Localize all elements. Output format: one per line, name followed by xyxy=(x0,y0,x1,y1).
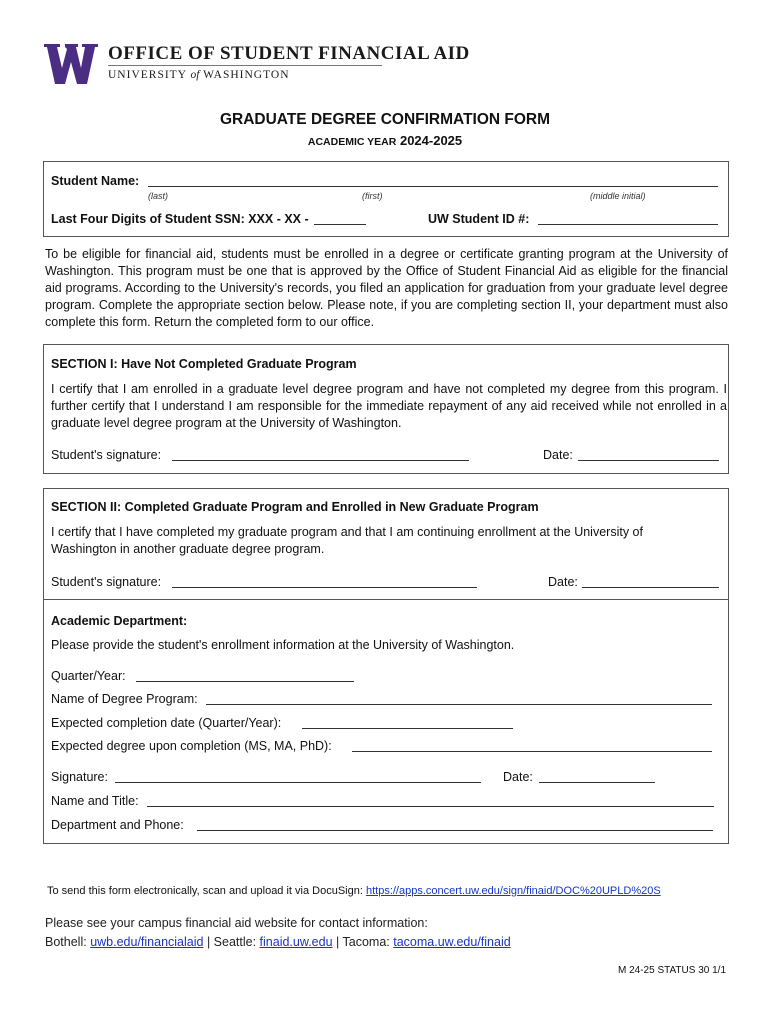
dept-date-field[interactable] xyxy=(539,772,655,783)
student-name-field[interactable] xyxy=(148,176,718,187)
department-title: Academic Department: xyxy=(51,614,188,628)
academic-year: ACADEMIC YEAR 2024-2025 xyxy=(307,133,463,148)
quarter-year-field[interactable] xyxy=(136,671,354,682)
section-2-title: SECTION II: Completed Graduate Program and Enrolled in New Graduate Program xyxy=(51,500,539,514)
seattle-link[interactable]: finaid.uw.edu xyxy=(259,935,333,949)
uw-w-logo-icon xyxy=(44,44,98,84)
section-2-signature-label: Student's signature: xyxy=(51,575,162,589)
bothell-link[interactable]: uwb.edu/financialaid xyxy=(90,935,204,949)
form-title: GRADUATE DEGREE CONFIRMATION FORM xyxy=(219,111,551,128)
contact-intro: Please see your campus financial aid website for contact information: xyxy=(45,916,428,930)
office-name: OFFICE OF STUDENT FINANCIAL AID xyxy=(108,43,470,64)
department-instructions: Please provide the student's enrollment information at the University of Washington. xyxy=(51,638,515,652)
dept-phone-field[interactable] xyxy=(197,820,713,831)
tacoma-label: | Tacoma: xyxy=(336,935,390,949)
ssn-label: Last Four Digits of Student SSN: XXX - XX - xyxy=(51,212,309,226)
tacoma-link[interactable]: tacoma.uw.edu/finaid xyxy=(393,935,511,949)
dept-signature-label: Signature: xyxy=(51,770,108,784)
section-1-title: SECTION I: Have Not Completed Graduate Program xyxy=(51,357,357,371)
section-1-signature-field[interactable] xyxy=(172,450,469,461)
docusign-line xyxy=(47,885,661,897)
name-title-label: Name and Title: xyxy=(51,794,139,808)
seattle-label: | Seattle: xyxy=(206,935,257,949)
logo-divider xyxy=(108,65,382,66)
quarter-year-label: Quarter/Year: xyxy=(51,669,126,683)
expected-degree-field[interactable] xyxy=(352,741,712,752)
first-name-hint: (first) xyxy=(362,191,383,201)
docusign-text: To send this form electronically, scan and upload it via DocuSign: xyxy=(47,885,363,897)
section-1-body: I certify that I am enrolled in a graduate level degree program and have not completed my degree from this program. I further certify that I understand I am responsible for the immediate repayment of any aid received while not enrolled in a graduate level degree program at the University of Washington. xyxy=(51,382,727,430)
middle-initial-hint: (middle initial) xyxy=(590,191,646,201)
section-2-body: I certify that I have completed my graduate program and that I am continuing enrollment at the University of Washington in another graduate degree program. xyxy=(51,525,643,556)
section-2-date-label: Date: xyxy=(548,575,578,589)
intro-paragraph: To be eligible for financial aid, students must be enrolled in a degree or certificate granting program at the University of Washington. This program must be one that is approved by the Office of Student Financial Aid as eligible for the financial aid programs. According to the University's records, you filed an application for graduation from your graduate level degree program. Complete the appropriate section below. Please note, if you are completing section II, your department must also complete this form. Return the completed form to our office. xyxy=(45,247,728,329)
form-code: M 24-25 STATUS 30 1/1 xyxy=(618,965,727,976)
campus-links xyxy=(45,935,511,949)
dept-date-label: Date: xyxy=(503,770,533,784)
section-2-signature-field[interactable] xyxy=(172,577,477,588)
docusign-link[interactable]: https://apps.concert.uw.edu/sign/finaid/DOC%20UPLD%20S xyxy=(365,885,661,897)
completion-date-field[interactable] xyxy=(302,718,513,729)
name-title-field[interactable] xyxy=(147,796,714,807)
bothell-label: Bothell: xyxy=(45,935,87,949)
completion-date-label: Expected completion date (Quarter/Year): xyxy=(51,716,282,730)
section-1-signature-label: Student's signature: xyxy=(51,448,162,462)
dept-signature-field[interactable] xyxy=(115,772,481,783)
student-id-label: UW Student ID #: xyxy=(428,212,530,226)
section-1-date-field[interactable] xyxy=(578,450,719,461)
degree-program-field[interactable] xyxy=(206,694,712,705)
student-name-label: Student Name: xyxy=(51,174,140,188)
dept-phone-label: Department and Phone: xyxy=(51,818,184,832)
section-1-date-label: Date: xyxy=(543,448,573,462)
expected-degree-label: Expected degree upon completion (MS, MA, PhD): xyxy=(51,739,332,753)
student-id-field[interactable] xyxy=(538,214,718,225)
ssn-field[interactable] xyxy=(314,214,366,225)
university-name: UNIVERSITY of WASHINGTON xyxy=(108,69,290,81)
last-name-hint: (last) xyxy=(148,191,168,201)
section-2-date-field[interactable] xyxy=(582,577,719,588)
degree-program-label: Name of Degree Program: xyxy=(51,692,198,706)
